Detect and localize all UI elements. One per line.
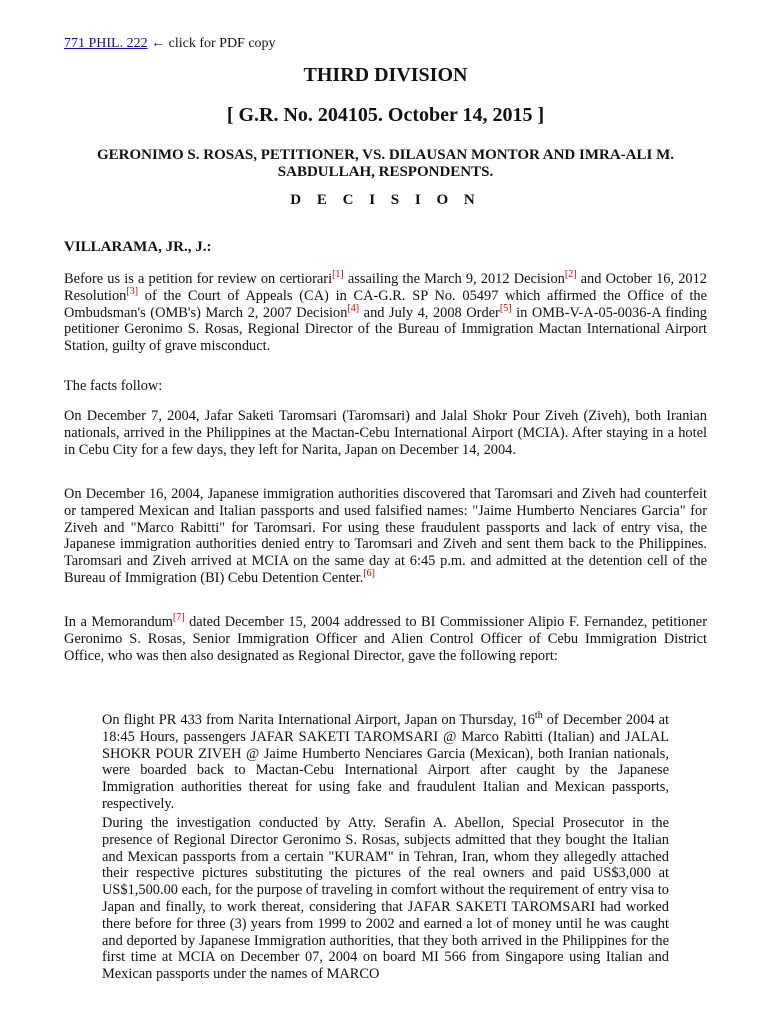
footnote-link-7[interactable]: [7] [172,612,185,624]
decision-heading: D E C I S I O N [290,192,481,208]
pdf-citation-note: ← click for PDF copy [151,36,276,51]
division-heading: THIRD DIVISION [303,64,468,86]
footnote-link-4[interactable]: [4] [347,302,360,314]
pdf-citation-link[interactable]: 771 PHIL. 222 [64,36,148,51]
gr-number-heading: [ G.R. No. 204105. October 14, 2015 ] [226,104,545,126]
case-parties: GERONIMO S. ROSAS, PETITIONER, VS. DILAUSAN MONTOR AND IMRA-ALI M. SABDULLAH, RESPONDENTS. [96,147,675,180]
quoted-report-paragraph-1: On flight PR 433 from Narita International Airport, Japan on Thursday, 16th of December 2004 at 18:45 Hours, passengers JAFAR SAKETI TAROMSARI @ Marco Rabitti (Italian) and JALAL SHOKR POUR ZIVEH @ Jaime Humberto Nenciares Garcia (Mexican), both Iranian nationals, were boarded back to Mactan-Cebu International Airport after caught by the Japanese Immigration authorities thereat for using fake and fraudulent Italian and Mexican passports, respectively. [102,710,669,812]
paragraph-arrival: On December 7, 2004, Jafar Saketi Taromsari (Taromsari) and Jalal Shokr Pour Ziveh (Ziveh), both Iranian nationals, arrived in the Philippines at the Mactan-Cebu International Airport (MCIA). After staying in a hotel in Cebu City for a few days, they left for Narita, Japan on December 14, 2004. [64,408,707,458]
paragraph-facts-intro: The facts follow: [64,378,163,394]
paragraph-intro: Before us is a petition for review on certiorari[1] assailing the March 9, 2012 Decision[2] and October 16, 2012 Resolution[3] of the Court of Appeals (CA) in CA-G.R. SP No. 05497 which affirmed the Office of the Ombudsman's (OMB's) March 2, 2007 Decision[4] and July 4, 2008 Order[5] in OMB-V-A-05-0036-A finding petitioner Geronimo S. Rosas, Regional Director of the Bureau of Immigration Mactan International Airport Station, guilty of grave misconduct. [64,269,707,355]
footnote-link-5[interactable]: [5] [499,302,512,314]
footnote-link-2[interactable]: [2] [564,269,577,281]
ponente: VILLARAMA, JR., J.: [64,239,212,255]
footnote-link-6[interactable]: [6] [363,568,376,580]
paragraph-discovery: On December 16, 2004, Japanese immigration authorities discovered that Taromsari and Ziveh had counterfeit or tampered Mexican and Italian passports and used falsified names: "Jaime Humberto Nenciares Garcia" for Ziveh and "Marco Rabitti" for Taromsari. For using these fraudulent passports and lack of entry visa, the Japanese immigration authorities denied entry to Taromsari and Ziveh and sent them back to the Philippines. Taromsari and Ziveh arrived at MCIA on the same day at 6:45 p.m. and admitted at the detention cell of the Bureau of Immigration (BI) Cebu Detention Center.[6] [64,486,707,586]
footnote-link-1[interactable]: [1] [332,269,344,281]
footnote-link-3[interactable]: [3] [126,286,139,297]
paragraph-memorandum: In a Memorandum[7] dated December 15, 2004 addressed to BI Commissioner Alipio F. Fernandez, petitioner Geronimo S. Rosas, Senior Immigration Officer and Alien Control Officer of Cebu Immigration District Office, who was then also designated as Regional Director, gave the following report: [64,612,707,664]
citation-line [64,36,276,52]
quoted-report-paragraph-2: During the investigation conducted by Atty. Serafin A. Abellon, Special Prosecutor in the presence of Regional Director Geronimo S. Rosas, subjects admitted that they bought the Italian and Mexican passports from a certain "KURAM" in Tehran, Iran, whom they allegedly attached their respective pictures substituting the pictures of the real owners and paid US$3,000 at US$1,500.00 each, for the purpose of traveling in comfort without the requirement of entry visa to Japan and finally, to work thereat, considering that JAFAR SAKETI TAROMSARI had worked there before for three (3) years from 1999 to 2002 and earned a lot of money until he was caught and deported by Japanese Immigration authorities, that they both arrived in the Philippines for the first time at MCIA on December 07, 2004 on board MI 566 from Singapore using Italian and Mexican passports under the names of MARCO [102,815,669,983]
